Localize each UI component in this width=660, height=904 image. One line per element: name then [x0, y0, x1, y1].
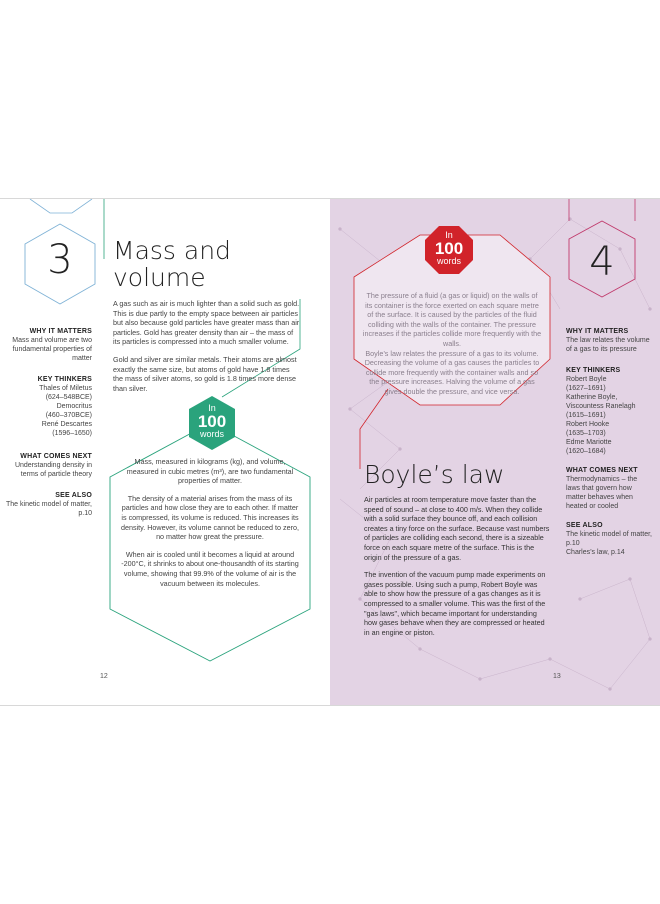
why-heading: WHY IT MATTERS	[566, 328, 629, 335]
why-text: Mass and volume are two fundamental properties of matter	[12, 337, 92, 362]
chapter-number: 4	[589, 239, 615, 285]
see-also-text: The kinetic model of matter, p.10	[566, 531, 652, 547]
see-also-text: Charles’s law, p.14	[566, 549, 625, 556]
page-title: Mass and volume	[113, 236, 231, 292]
summary-text	[362, 291, 542, 405]
thinkers-heading: KEY THINKERS	[566, 367, 621, 374]
summary-paragraph: The pressure of a fluid (a gas or liquid) on the walls of its container is the force exerted on each square metre of the surface. It is caused by the particles of the fluid colliding with the walls of the container. The pressure increases if the particles collide more frequently with the walls.	[362, 291, 542, 348]
why-heading: WHY IT MATTERS	[29, 328, 92, 335]
badge-label: In 100 words	[197, 403, 227, 439]
why-text: The law relates the volume of a gas to its pressure	[566, 337, 650, 353]
book-spread	[0, 198, 660, 706]
see-also-heading: SEE ALSO	[566, 522, 603, 529]
thinker-line: Edme Mariotte	[566, 439, 612, 446]
summary-paragraph: Mass, measured in kilograms (kg), and volume, measured in cubic metres (m³), are two fundamental properties of matter.	[126, 457, 294, 486]
page-number: 12	[100, 673, 108, 680]
thinker-line: (1620–1684)	[566, 448, 606, 455]
summary-paragraph: Boyle’s law relates the pressure of a gas to its volume. Decreasing the volume of a gas causes the particles to collide more frequently with the container walls and so the pressure increases. Halving the volume of a gas gives double the pressure, and vice versa.	[364, 348, 540, 396]
thinker-line: (1615–1691)	[566, 412, 606, 419]
thinker-line: (460–370BCE)	[45, 412, 92, 419]
thinker-line: Democritus	[56, 403, 92, 410]
page-title: Boyle’s law	[364, 460, 505, 489]
chapter-number: 3	[47, 237, 73, 283]
body-text	[364, 495, 550, 645]
page-number: 13	[553, 673, 561, 680]
thinker-line: (1635–1703)	[566, 430, 606, 437]
left-sidebar	[6, 327, 92, 518]
thinkers-heading: KEY THINKERS	[37, 376, 92, 383]
thinker-line: (624–548BCE)	[45, 394, 92, 401]
body-paragraph: The invention of the vacuum pump made experiments on gases possible. Using such a pump, Robert Boyle was able to show how the pressure of a gas changes as it is compressed to a smaller volume. This was the first of the "gas laws", which became important for understanding how gases behave when they are compressed or heated in an engine or piston.	[364, 570, 546, 637]
thinker-line: Robert Hooke	[566, 421, 610, 428]
left-page	[0, 199, 330, 705]
see-also-text: The kinetic model of matter, p.10	[6, 501, 92, 517]
next-text: Understanding density in terms of particle theory	[14, 462, 92, 478]
thinker-line: (1627–1691)	[566, 385, 606, 392]
intro-paragraph: Gold and silver are similar metals. Their atoms are almost exactly the same size, but atoms of gold have 1.8 times the mass of silver atoms, so gold is 1.8 times more dense than silver.	[113, 354, 297, 393]
thinker-line: Robert Boyle	[566, 376, 607, 383]
right-sidebar	[566, 327, 652, 557]
see-also-heading: SEE ALSO	[55, 492, 92, 499]
thinker-line: René Descartes	[41, 421, 92, 428]
thinker-line: Thales of Miletus	[39, 385, 92, 392]
badge-label: In 100 words	[434, 230, 464, 266]
intro-text	[113, 299, 301, 401]
next-heading: WHAT COMES NEXT	[20, 453, 92, 460]
thinker-line: Viscountess Ranelagh	[566, 403, 636, 410]
summary-paragraph: The density of a material arises from the mass of its particles and how close they are to each other. If matter is compressed, its volume is reduced. This increases its density. However, its volume cannot be reduced to zero, no matter how great the pressure.	[120, 493, 300, 542]
intro-paragraph: A gas such as air is much lighter than a solid such as gold. This is due partly to the empty space between air particles but also because gold particles have greater mass than air particles. Gold has greater density than air – the mass of its particles is compressed into a much smaller volume.	[113, 299, 300, 347]
thinker-line: (1596–1650)	[52, 430, 92, 437]
next-heading: WHAT COMES NEXT	[566, 467, 638, 474]
summary-text	[120, 457, 300, 596]
body-paragraph: Air particles at room temperature move faster than the speed of sound – at close to 400 m/s. When they collide with a solid surface they bounce off, and each collision creates a tiny force on the surface. Because vast numbers of particles are colliding each second, there is a sizeable force on each square metre of the surface. This is the origin of the pressure of a gas.	[364, 495, 550, 562]
summary-paragraph: When air is cooled until it becomes a liquid at around -200°C, it shrinks to about one-thousandth of its starting volume, showing that 99.9% of the volume of air is the vacuum between its molecules.	[121, 549, 299, 588]
thinker-line: Katherine Boyle,	[566, 394, 618, 401]
next-text: Thermodynamics – the laws that govern how matter behaves when heated or cooled	[566, 476, 638, 510]
